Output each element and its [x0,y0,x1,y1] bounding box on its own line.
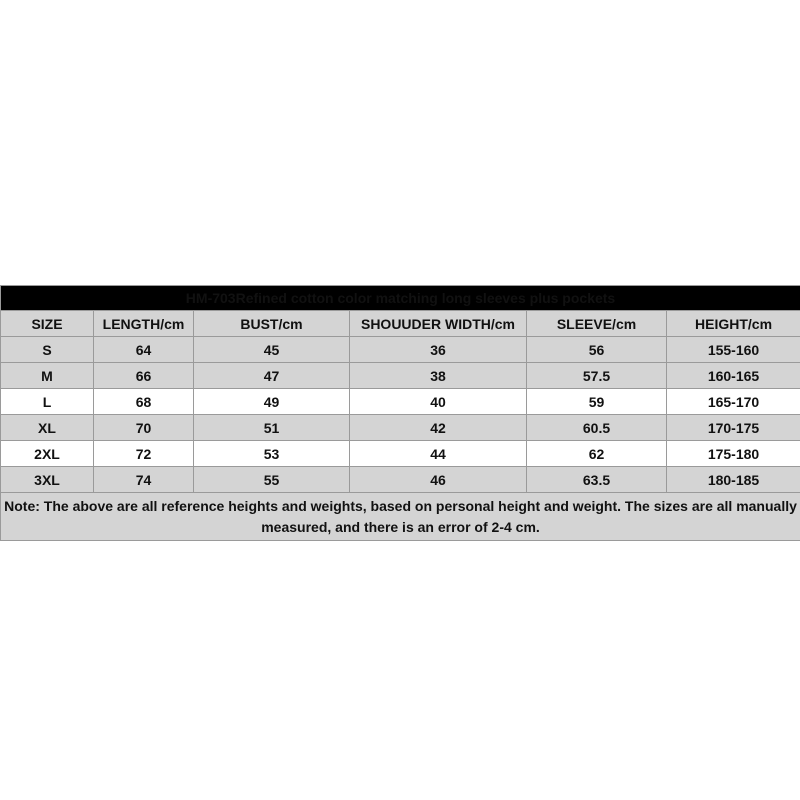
cell-sleeve: 59 [527,389,667,415]
cell-shoulder-width: 36 [350,337,527,363]
cell-height: 180-185 [667,467,800,493]
table-row [1,467,800,493]
cell-length: 72 [94,441,194,467]
cell-bust: 53 [194,441,350,467]
cell-size: S [1,337,94,363]
table-row [1,441,800,467]
cell-length: 70 [94,415,194,441]
chart-title: HM-703Refined cotton color matching long sleeves plus pockets [1,286,800,311]
cell-sleeve: 56 [527,337,667,363]
table-row [1,363,800,389]
size-chart-table [0,285,800,541]
cell-size: L [1,389,94,415]
cell-height: 155-160 [667,337,800,363]
header-sleeve: SLEEVE/cm [527,311,667,337]
table-row [1,389,800,415]
cell-sleeve: 63.5 [527,467,667,493]
header-length: LENGTH/cm [94,311,194,337]
cell-shoulder-width: 44 [350,441,527,467]
cell-length: 74 [94,467,194,493]
cell-height: 175-180 [667,441,800,467]
cell-sleeve: 60.5 [527,415,667,441]
title-row [1,286,800,311]
cell-height: 160-165 [667,363,800,389]
note-text: Note: The above are all reference heights and weights, based on personal height and weight. The sizes are all manually measured, and there is an error of 2-4 cm. [1,493,800,541]
cell-height: 170-175 [667,415,800,441]
table-row [1,415,800,441]
cell-bust: 55 [194,467,350,493]
cell-bust: 45 [194,337,350,363]
cell-sleeve: 62 [527,441,667,467]
header-shoulder-width: SHOUUDER WIDTH/cm [350,311,527,337]
cell-size: 2XL [1,441,94,467]
table-row [1,337,800,363]
cell-sleeve: 57.5 [527,363,667,389]
cell-shoulder-width: 46 [350,467,527,493]
cell-bust: 49 [194,389,350,415]
cell-shoulder-width: 42 [350,415,527,441]
header-row [1,311,800,337]
header-size: SIZE [1,311,94,337]
cell-height: 165-170 [667,389,800,415]
cell-bust: 47 [194,363,350,389]
note-row [1,493,800,541]
header-bust: BUST/cm [194,311,350,337]
cell-length: 64 [94,337,194,363]
cell-size: XL [1,415,94,441]
cell-size: M [1,363,94,389]
header-height: HEIGHT/cm [667,311,800,337]
cell-bust: 51 [194,415,350,441]
cell-length: 68 [94,389,194,415]
cell-shoulder-width: 40 [350,389,527,415]
cell-size: 3XL [1,467,94,493]
cell-length: 66 [94,363,194,389]
cell-shoulder-width: 38 [350,363,527,389]
